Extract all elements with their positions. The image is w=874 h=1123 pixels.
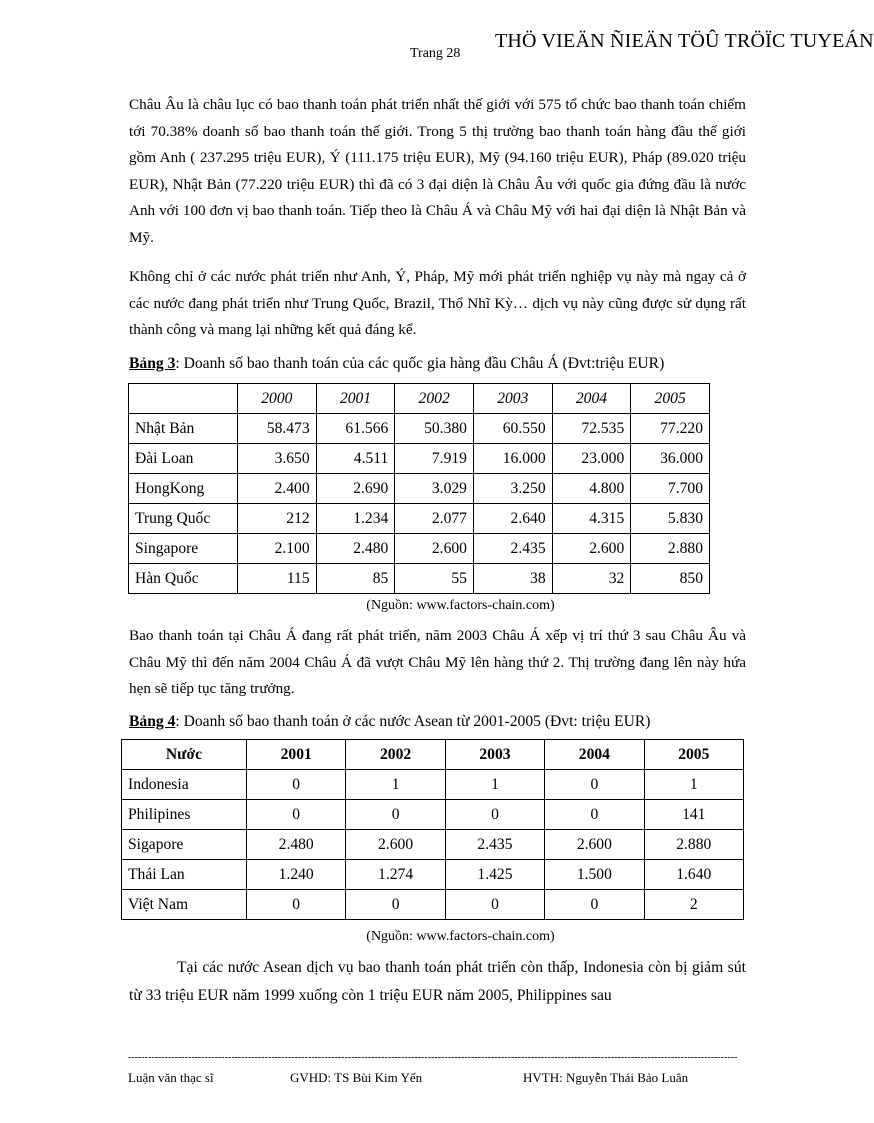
table-cell: 2.600: [346, 830, 445, 860]
table-cell: 2.880: [631, 534, 710, 564]
table-cell: Nhật Bản: [129, 414, 238, 444]
table-cell: 5.830: [631, 504, 710, 534]
table-cell: 850: [631, 564, 710, 594]
table-cell: 1.640: [644, 860, 743, 890]
table-cell: 0: [545, 800, 644, 830]
table-cell: 0: [346, 800, 445, 830]
table-cell: Đài Loan: [129, 444, 238, 474]
table-cell: Việt Nam: [122, 890, 247, 920]
table-header-cell: 2003: [473, 384, 552, 414]
table-cell: 3.029: [395, 474, 474, 504]
table-header-row: [122, 740, 744, 770]
table-header-cell: 2005: [644, 740, 743, 770]
table3-caption-label: Bảng 3: [129, 355, 176, 372]
table-header-cell: Nước: [122, 740, 247, 770]
table-header-cell: 2002: [346, 740, 445, 770]
table-cell: 115: [238, 564, 317, 594]
table-cell: Singapore: [129, 534, 238, 564]
table-cell: 58.473: [238, 414, 317, 444]
table3-caption: [129, 355, 664, 373]
table-cell: 0: [247, 890, 346, 920]
table-cell: 2.400: [238, 474, 317, 504]
table-cell: 50.380: [395, 414, 474, 444]
table-row: [129, 564, 710, 594]
table-cell: Thái Lan: [122, 860, 247, 890]
table-cell: 1.274: [346, 860, 445, 890]
table-asean-factoring: [121, 739, 744, 920]
table-cell: Hàn Quốc: [129, 564, 238, 594]
table-cell: 38: [473, 564, 552, 594]
table-header-cell: 2001: [247, 740, 346, 770]
table-cell: 3.250: [473, 474, 552, 504]
footer-author: HVTH: Nguyễn Thái Bảo Luân: [523, 1070, 689, 1085]
table-cell: 7.700: [631, 474, 710, 504]
table-cell: 1.240: [247, 860, 346, 890]
table-cell: Trung Quốc: [129, 504, 238, 534]
table-cell: Indonesia: [122, 770, 247, 800]
paragraph-asean: Tại các nước Asean dịch vụ bao thanh toán phát triển còn thấp, Indonesia còn bị giảm sút từ 33 triệu EUR năm 1999 xuống còn 1 triệu EUR năm 2005, Philippines sau: [129, 959, 746, 1004]
table-cell: 0: [545, 890, 644, 920]
table-cell: 1: [644, 770, 743, 800]
table-cell: 2.640: [473, 504, 552, 534]
footer-divider: ---------------------------------------------------------------------------------------------------------------------------------------------------------------------------------------: [128, 1052, 738, 1063]
table-cell: 2.077: [395, 504, 474, 534]
table-header-cell: 2004: [552, 384, 631, 414]
table-cell: 1.425: [445, 860, 544, 890]
table-cell: 2.100: [238, 534, 317, 564]
table-cell: HongKong: [129, 474, 238, 504]
table-cell: 36.000: [631, 444, 710, 474]
table-cell: 2.480: [247, 830, 346, 860]
table-cell: 0: [247, 800, 346, 830]
table3-caption-text: : Doanh số bao thanh toán của các quốc gia hàng đầu Châu Á (Đvt:triệu EUR): [175, 355, 665, 372]
table-header-cell: 2002: [395, 384, 474, 414]
table-cell: 2.435: [473, 534, 552, 564]
table-cell: 4.511: [316, 444, 395, 474]
table-header-row: [129, 384, 710, 414]
table-row: [122, 830, 744, 860]
table-cell: 23.000: [552, 444, 631, 474]
table-cell: 212: [238, 504, 317, 534]
paragraph-europe: Châu Âu là châu lục có bao thanh toán phát triển nhất thế giới với 575 tổ chức bao thanh toán chiếm tới 70.38% doanh số bao thanh toán thế giới. Trong 5 thị trường bao thanh toán hàng đầu thế giới gồm Anh ( 237.295 triệu EUR), Ý (111.175 triệu EUR), Mỹ (94.160 triệu EUR), Pháp (89.020 triệu EUR), Nhật Bản (77.220 triệu EUR) thì đã có 3 đại diện là Châu Âu với quốc gia đứng đầu là nước Anh với 100 đơn vị bao thanh toán. Tiếp theo là Châu Á và Châu Mỹ với hai đại diện là Nhật Bản và Mỹ.: [129, 96, 746, 246]
paragraph-developing: Không chỉ ở các nước phát triển như Anh, Ý, Pháp, Mỹ mới phát triển nghiệp vụ này mà ngay cả ở các nước đang phát triển như Trung Quốc, Brazil, Thổ Nhĩ Kỳ… dịch vụ này cũng được sử dụng rất thành công và mang lại những kết quả đáng kể.: [129, 268, 746, 338]
table-header-cell: 2000: [238, 384, 317, 414]
table4-caption: [129, 713, 651, 731]
table-row: [122, 770, 744, 800]
table-cell: 61.566: [316, 414, 395, 444]
table-header-cell: 2004: [545, 740, 644, 770]
table-cell: 85: [316, 564, 395, 594]
table-cell: 2.600: [545, 830, 644, 860]
table-cell: 7.919: [395, 444, 474, 474]
footer-supervisor: GVHD: TS Bùi Kim Yến: [290, 1070, 423, 1085]
table-header-cell: 2003: [445, 740, 544, 770]
table-cell: 77.220: [631, 414, 710, 444]
page-number: Trang 28: [410, 46, 461, 61]
table-row: [129, 504, 710, 534]
table-cell: 2.600: [395, 534, 474, 564]
table-cell: 0: [346, 890, 445, 920]
table-cell: 4.315: [552, 504, 631, 534]
table-cell: 60.550: [473, 414, 552, 444]
table-cell: Sigapore: [122, 830, 247, 860]
table-cell: 0: [247, 770, 346, 800]
table-cell: 2: [644, 890, 743, 920]
table-cell: 1.500: [545, 860, 644, 890]
table-header-cell: 2001: [316, 384, 395, 414]
table4-source: (Nguồn: www.factors-chain.com): [366, 929, 555, 944]
table-cell: 72.535: [552, 414, 631, 444]
table-cell: 141: [644, 800, 743, 830]
table-row: [129, 444, 710, 474]
table-cell: 3.650: [238, 444, 317, 474]
table-row: [122, 890, 744, 920]
table-cell: 2.480: [316, 534, 395, 564]
footer-thesis-type: Luận văn thạc sĩ: [128, 1070, 214, 1085]
table-row: [129, 414, 710, 444]
table-cell: 4.800: [552, 474, 631, 504]
table-cell: 16.000: [473, 444, 552, 474]
table-cell: Philipines: [122, 800, 247, 830]
table-cell: 1: [445, 770, 544, 800]
paragraph-asia: Bao thanh toán tại Châu Á đang rất phát triển, năm 2003 Châu Á xếp vị trí thứ 3 sau Châu Âu và Châu Mỹ thì đến năm 2004 Châu Á đã vượt Châu Mỹ lên hàng thứ 2. Thị trường đang lên này hứa hẹn sẽ tiếp tục tăng trưởng.: [129, 627, 746, 697]
table-row: [129, 474, 710, 504]
table-header-cell: 2005: [631, 384, 710, 414]
table-row: [122, 860, 744, 890]
table-cell: 0: [545, 770, 644, 800]
table3-source: (Nguồn: www.factors-chain.com): [366, 598, 555, 613]
table-asia-factoring: [128, 383, 710, 594]
table-cell: 2.690: [316, 474, 395, 504]
table-cell: 0: [445, 890, 544, 920]
header-title: THÖ VIEÄN ÑIEÄN TÖÛ TRÖÏC TUYEÁN: [495, 30, 874, 52]
table-header-cell: [129, 384, 238, 414]
table-cell: 1: [346, 770, 445, 800]
table-cell: 2.880: [644, 830, 743, 860]
table-row: [129, 534, 710, 564]
table-cell: 32: [552, 564, 631, 594]
table-row: [122, 800, 744, 830]
table-cell: 2.435: [445, 830, 544, 860]
table-cell: 55: [395, 564, 474, 594]
table4-caption-text: : Doanh số bao thanh toán ở các nước Asean từ 2001-2005 (Đvt: triệu EUR): [175, 713, 651, 730]
table-cell: 0: [445, 800, 544, 830]
table-cell: 2.600: [552, 534, 631, 564]
table-cell: 1.234: [316, 504, 395, 534]
table4-caption-label: Bảng 4: [129, 713, 176, 730]
